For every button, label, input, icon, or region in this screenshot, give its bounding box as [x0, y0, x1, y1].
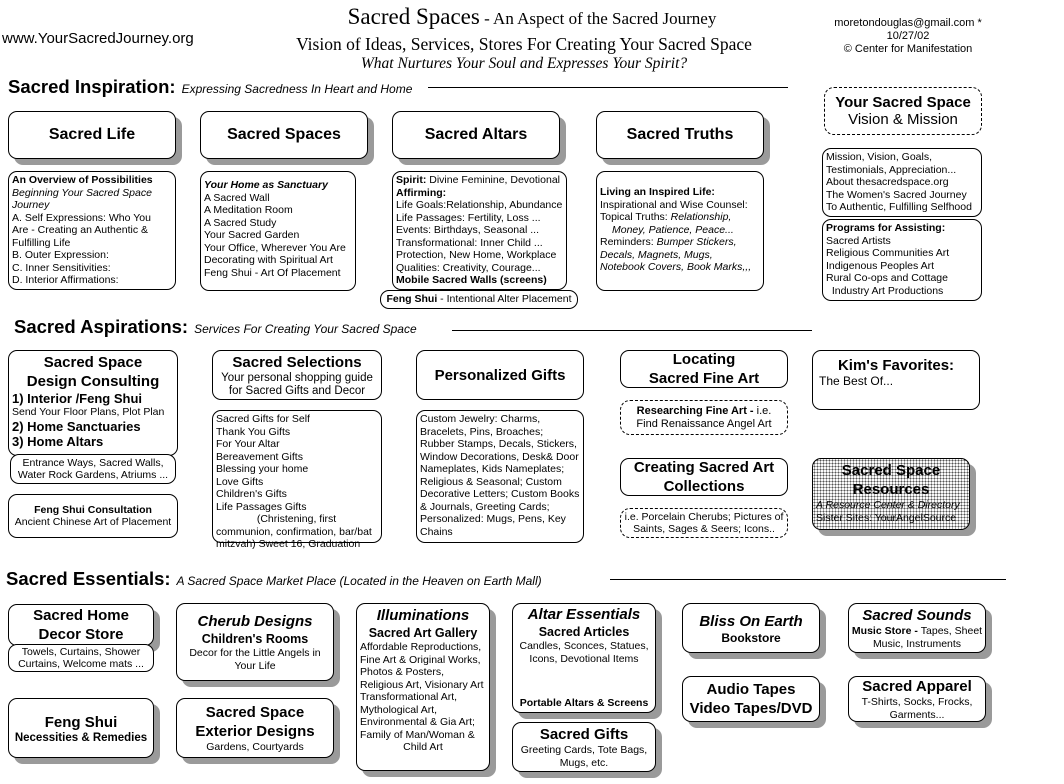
personalized-gifts-list: [416, 410, 584, 543]
website-url[interactable]: www.YourSacredJourney.org: [2, 30, 194, 47]
list-item: Family of Man/Woman &: [360, 728, 475, 741]
card-text: Candles, Sconces, Statues, Icons, Devotional Items: [519, 640, 649, 665]
note-label: Feng Shui: [386, 293, 438, 306]
list-item: communion, confirmation, bar/bat: [216, 525, 372, 538]
section-heading-essentials: [6, 568, 542, 590]
text-line: Events: Birthdays, Seasonal ...: [396, 224, 539, 236]
card-title: Decor Store: [38, 626, 124, 643]
card-footer: Portable Altars & Screens: [519, 697, 649, 709]
card-title: Sacred Gifts: [539, 726, 629, 743]
card-title: Resources: [852, 481, 930, 498]
text-label: Spirit:: [396, 174, 427, 186]
list-item: Affordable Reproductions,: [360, 641, 482, 653]
card-title: Sacred Apparel: [862, 678, 972, 695]
sacred-altars-details: [392, 171, 567, 290]
card-text: Sister Sites: YourAngelSource: [816, 511, 957, 524]
exterior-designs-card[interactable]: [176, 698, 334, 758]
sacred-life-card[interactable]: [8, 111, 176, 159]
art-collections-note: [620, 508, 788, 538]
text-line: A. Self Expressions: Who You: [12, 211, 151, 224]
text-line: Decals, Magnets, Mugs,: [600, 248, 713, 261]
card-text: Gardens, Courtyards: [206, 740, 304, 753]
design-consulting-card[interactable]: [8, 350, 178, 456]
text-line: Mission, Vision, Goals,: [826, 151, 933, 163]
text-line: Journey: [12, 199, 50, 211]
card-title: Kim's Favorites:: [837, 357, 955, 374]
card-text: A Resource Center & Directory: [816, 499, 960, 511]
section-subtitle: A Sacred Space Market Place (Located in the Heaven on Earth Mall): [176, 574, 542, 588]
card-title: Sacred Altars: [424, 126, 528, 143]
card-subtitle: Sacred Art Gallery: [368, 626, 478, 640]
text-line: Your Office, Wherever You Are: [204, 241, 346, 254]
card-title: Sacred Fine Art: [648, 370, 760, 387]
sacred-selections-card[interactable]: [212, 350, 382, 400]
card-subtitle: Sacred Articles: [538, 625, 630, 639]
card-subtitle: Vision & Mission: [848, 111, 958, 128]
sacred-spaces-card[interactable]: [200, 111, 368, 159]
text-line: Testimonials, Appreciation...: [826, 163, 957, 176]
card-title: Bliss On Earth: [699, 612, 803, 630]
list-item: Mythological Art,: [360, 703, 438, 716]
card-title: Locating: [672, 351, 736, 368]
text-line: Your Home as Sanctuary: [204, 179, 328, 191]
copyright: © Center for Manifestation: [843, 43, 973, 55]
list-item: Children's Gifts: [216, 488, 287, 500]
list-item: Child Art: [403, 741, 443, 753]
card-text: Tapes, Sheet Music, Instruments: [872, 625, 983, 650]
note-text: i.e. Porcelain Cherubs; Pictures of Saints, Sages & Seers; Icons..: [624, 511, 784, 535]
card-title: Sacred Truths: [626, 126, 734, 143]
card-title: Sacred Space: [841, 462, 941, 479]
sacred-selections-list: [212, 410, 382, 550]
illuminations-card[interactable]: [356, 603, 490, 771]
card-title: Feng Shui: [44, 713, 118, 731]
home-decor-store-card[interactable]: [8, 604, 154, 646]
section-heading-inspiration: [8, 76, 412, 98]
cherub-designs-card[interactable]: [176, 603, 334, 681]
text-line: Inspirational and Wise Counsel:: [600, 198, 748, 211]
text-line: Decorating with Spiritual Art: [204, 254, 333, 266]
card-title: Sacred Spaces: [227, 126, 341, 143]
text-line: Your Sacred Garden: [204, 229, 300, 241]
text-line: A Sacred Study: [204, 216, 277, 229]
card-title: Sacred Selections: [232, 353, 362, 371]
card-title: Collections: [663, 478, 745, 495]
section-title: Sacred Aspirations:: [14, 316, 189, 337]
text-line: Money, Patience, Peace...: [612, 223, 734, 236]
text-line: Rural Co-ops and Cottage: [826, 272, 948, 284]
text-line: Life Passages: Fertility, Loss ...: [396, 211, 541, 224]
text-line: Transformational: Inner Child ...: [396, 236, 543, 249]
text-line: An Overview of Possibilities: [12, 174, 153, 186]
sacred-life-details: [8, 171, 176, 290]
art-collections-card[interactable]: [620, 458, 788, 496]
card-title: Sacred Space: [205, 703, 305, 721]
altar-essentials-card[interactable]: [512, 603, 656, 713]
text-line: Life Goals:Relationship, Abundance: [396, 199, 563, 211]
section-rule: [610, 579, 1006, 580]
section-subtitle: Expressing Sacredness In Heart and Home: [181, 82, 413, 96]
text-line: B. Outer Expression:: [12, 249, 109, 261]
section-subtitle: Services For Creating Your Sacred Space: [194, 322, 417, 336]
text-line: A Meditation Room: [204, 204, 293, 216]
card-text: Decor for the Little Angels in Your Life: [189, 647, 321, 672]
list-item: Transformational Art,: [360, 691, 458, 703]
bliss-on-earth-card[interactable]: [682, 603, 820, 653]
text-line: Sacred Artists: [826, 234, 891, 247]
list-item: Photos & Posters,: [360, 666, 445, 678]
card-title: Design Consulting: [26, 373, 160, 390]
text-line: The Women's Sacred Journey: [826, 188, 967, 201]
feng-shui-consultation-card[interactable]: [8, 494, 178, 538]
page-subtitle: Vision of Ideas, Services, Stores For Creating Your Sacred Space: [296, 34, 752, 54]
feng-shui-store-card[interactable]: [8, 698, 154, 758]
text-line: Feng Shui - Art Of Placement: [204, 266, 341, 279]
text-line: Notebook Covers, Book Marks,,,: [600, 261, 752, 273]
programs-details: [822, 219, 982, 301]
home-decor-details: [8, 644, 154, 672]
note-text: i.e.: [756, 404, 772, 417]
card-title: Your Sacred Space: [835, 94, 971, 111]
text-line: Affirming:: [396, 186, 447, 199]
card-subtitle: Necessities & Remedies: [14, 731, 148, 744]
resources-card[interactable]: [812, 458, 970, 530]
note-text: Find Renaissance Angel Art: [636, 417, 772, 430]
card-text: Towels, Curtains, Shower Curtains, Welcome mats ...: [18, 645, 144, 670]
list-item: Sacred Gifts for Self: [216, 413, 310, 425]
card-title: Cherub Designs: [197, 613, 313, 630]
list-item: 1) Interior /Feng Shui: [12, 391, 143, 406]
card-text: T-Shirts, Socks, Frocks, Garments...: [861, 696, 973, 721]
section-heading-aspirations: [14, 316, 417, 338]
text-line: About thesacredspace.org: [826, 176, 949, 188]
design-extra-note: [10, 454, 176, 484]
list-item: Bereavement Gifts: [216, 450, 303, 463]
sacred-fine-art-card[interactable]: [620, 350, 788, 388]
list-item: Thank You Gifts: [216, 425, 291, 438]
text-line: Religious Communities Art: [826, 247, 950, 259]
contact-date: 10/27/02: [886, 30, 930, 42]
text-line: Living an Inspired Life:: [600, 186, 715, 198]
text-line: To Authentic, Fulfilling Selfhood: [826, 201, 972, 213]
list-text: Custom Jewelry: Charms, Bracelets, Pins, Broaches; Rubber Stamps, Decals, Stickers, Window Decorations, Desk& Door Nameplates, Kids Nameplates; Religious & Seasonal; Custom Decorative Letters; Custom Books & Journals, Greeting Cards; Personalized: Mugs, Pens, Key Chains: [420, 413, 580, 538]
list-item: (Christening, first: [216, 513, 337, 525]
card-text: Greeting Cards, Tote Bags, Mugs, etc.: [520, 744, 648, 769]
card-title: Sacred Sounds: [862, 607, 972, 624]
card-label: Music Store -: [851, 625, 921, 637]
text-line: C. Inner Sensitivities:: [12, 261, 111, 274]
list-item: 3) Home Altars: [12, 434, 104, 449]
text-label: Topical Truths:: [600, 211, 671, 223]
list-item-detail: Send Your Floor Plans, Plot Plan: [12, 406, 165, 418]
card-subtitle: The Best Of...: [819, 374, 894, 388]
section-rule: [428, 87, 788, 88]
text-line: Bumper Stickers,: [656, 236, 737, 248]
list-item: Blessing your home: [216, 463, 309, 475]
personalized-gifts-card[interactable]: [416, 350, 584, 400]
sacred-spaces-details: [200, 171, 356, 291]
card-title: Video Tapes/DVD: [689, 700, 813, 717]
card-title: Exterior Designs: [195, 722, 315, 740]
card-subtitle: Children's Rooms: [201, 632, 309, 646]
vision-details: [822, 148, 982, 217]
list-item: For Your Altar: [216, 438, 280, 450]
text-line: Divine Feminine, Devotional: [426, 174, 560, 186]
title-main: Sacred Spaces: [347, 4, 480, 29]
card-subtitle: Bookstore: [721, 630, 781, 645]
card-subtitle: Your personal shopping guide for Sacred Gifts and Decor: [221, 371, 373, 397]
section-rule: [452, 330, 812, 331]
text-line: Qualities: Creativity, Courage...: [396, 261, 541, 274]
contact-block: [810, 17, 1006, 56]
note-text: Entrance Ways, Sacred Walls, Water Rock Gardens, Atriums ...: [17, 456, 169, 481]
card-title: Illuminations: [376, 607, 470, 624]
card-title: Feng Shui Consultation: [34, 503, 152, 516]
text-line: A Sacred Wall: [204, 191, 270, 204]
altars-feng-shui-note: [380, 290, 578, 309]
text-line: Indigenous Peoples Art: [826, 259, 934, 272]
list-item: Fine Art & Original Works,: [360, 653, 481, 666]
text-line: D. Interior Affirmations:: [12, 274, 119, 286]
card-title: Sacred Life: [48, 126, 136, 143]
sacred-sounds-card[interactable]: [848, 603, 986, 653]
text-line: Protection, New Home, Workplace: [396, 249, 557, 261]
section-title: Sacred Inspiration:: [8, 76, 176, 97]
list-item: Environmental & Gia Art;: [360, 716, 475, 728]
card-title: Altar Essentials: [527, 606, 641, 623]
text-line: Relationship,: [670, 211, 732, 223]
list-item: mitzvah) Sweet 16, Graduation: [216, 538, 361, 550]
card-subtitle: Ancient Chinese Art of Placement: [14, 516, 172, 528]
vision-mission-card[interactable]: [824, 87, 982, 135]
sacred-truths-details: [596, 171, 764, 291]
list-item: 2) Home Sanctuaries: [12, 419, 141, 434]
card-title: Creating Sacred Art: [633, 459, 775, 476]
title-rest: - An Aspect of the Sacred Journey: [479, 9, 717, 28]
sacred-truths-card[interactable]: [596, 111, 764, 159]
card-title: Sacred Home: [33, 607, 129, 624]
list-item: Life Passages Gifts: [216, 500, 307, 513]
kims-favorites-card[interactable]: [812, 350, 980, 410]
list-item: Religious Art, Visionary Art: [360, 678, 484, 691]
text-line: Fulfilling Life: [12, 236, 71, 249]
card-title: Personalized Gifts: [434, 366, 566, 384]
text-label: Reminders:: [600, 236, 657, 248]
text-line: Are - Creating an Authentic &: [12, 224, 148, 236]
text-line: Beginning Your Sacred Space: [12, 186, 152, 199]
sacred-apparel-card[interactable]: [848, 676, 986, 722]
text-line: Mobile Sacred Walls (screens): [396, 274, 547, 286]
text-line: Programs for Assisting:: [826, 222, 946, 234]
text-line: Industry Art Productions: [826, 284, 944, 297]
note-text: - Intentional Alter Placement: [437, 293, 572, 306]
audio-video-card[interactable]: [682, 676, 820, 722]
contact-email[interactable]: moretondouglas@gmail.com *: [834, 17, 982, 29]
sacred-altars-card[interactable]: [392, 111, 560, 159]
card-title: Audio Tapes: [706, 681, 796, 698]
list-item: Love Gifts: [216, 475, 264, 488]
note-label: Researching Fine Art -: [636, 404, 757, 417]
card-title: Sacred Space: [43, 354, 143, 371]
sacred-gifts-card[interactable]: [512, 722, 656, 772]
section-title: Sacred Essentials:: [6, 568, 171, 589]
research-fine-art-note: [620, 400, 788, 435]
page-tagline: What Nurtures Your Soul and Expresses Your Spirit?: [360, 55, 688, 72]
